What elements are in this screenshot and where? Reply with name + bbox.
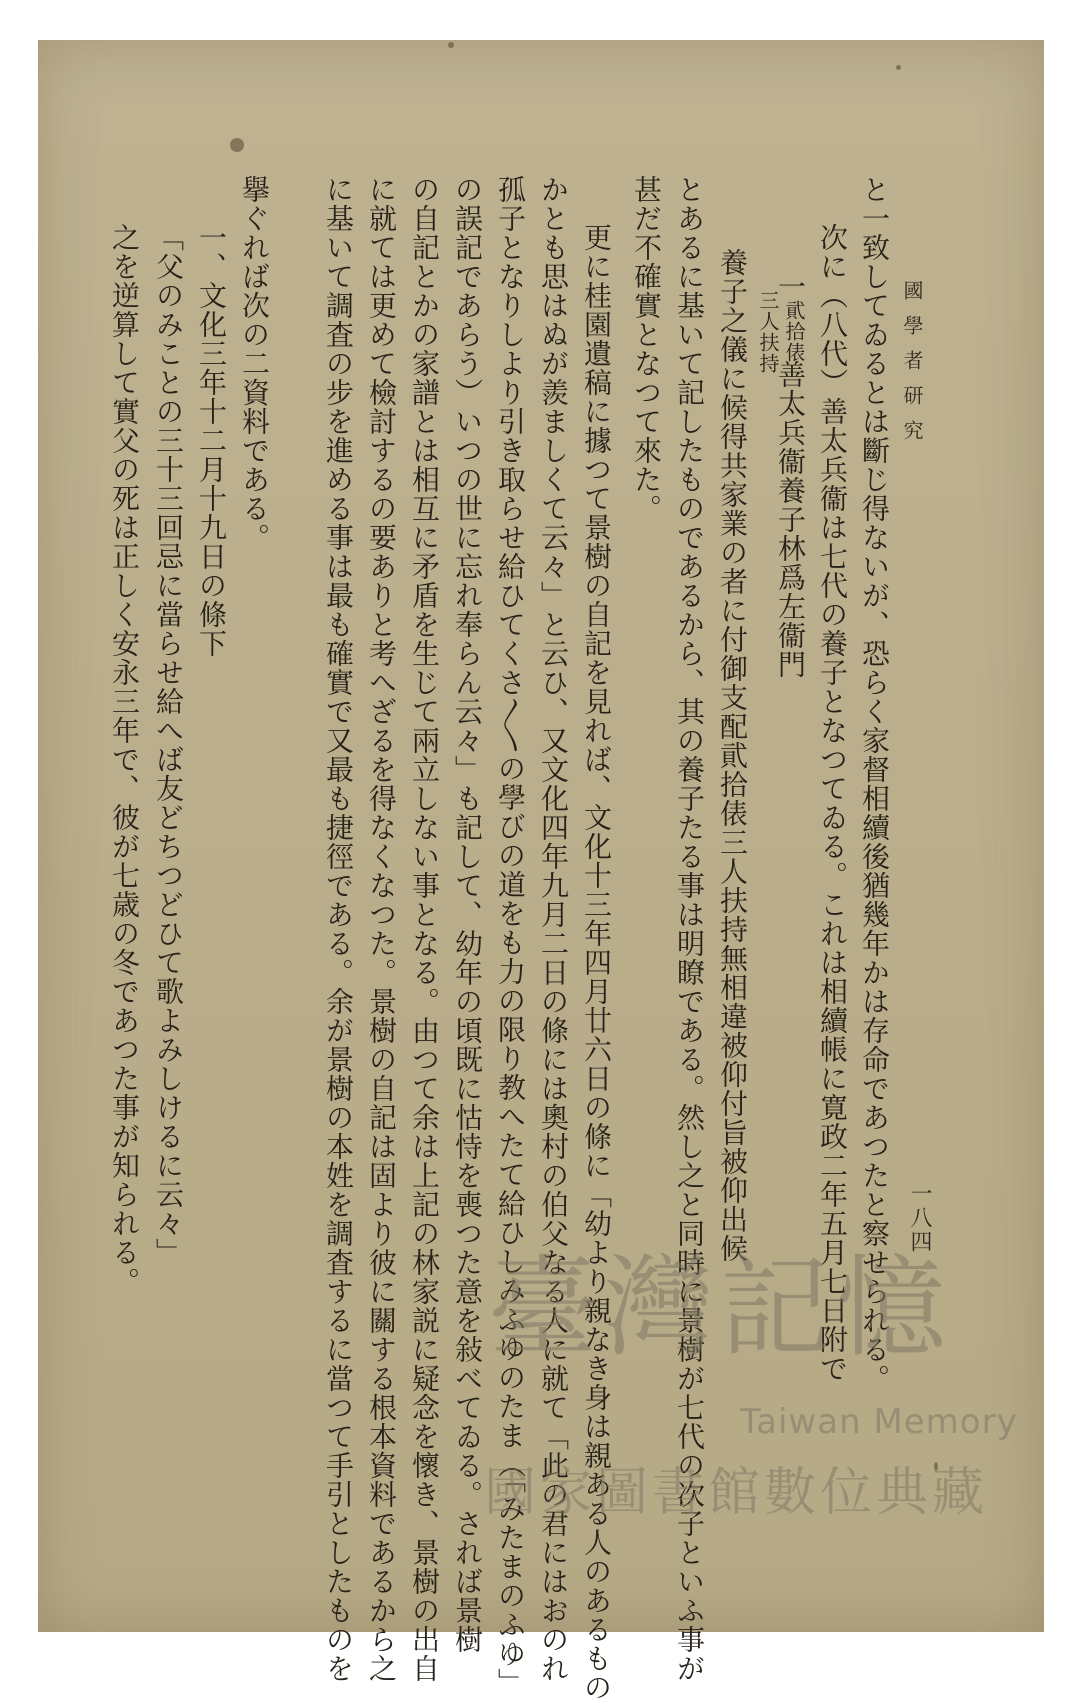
list-item-marker: 一	[774, 272, 807, 301]
text-column-8: かとも思はぬが羨ましくて云々」と云ひ、又文化四年九月二日の條には奧村の伯父なる人に就て「此の君にはおのれ	[537, 175, 570, 1683]
text-column-13: に基いて調査の步を進める事は最も確實で又最も捷徑である。余が景樹の本姓を調査するに當つて手引としたものを	[322, 175, 355, 1683]
text-column-2: 次に（八代）善太兵衞は七代の養子となつてゐる。これは相續帳に寛政二年五月七日附で	[816, 223, 849, 1383]
text-column-5: とあるに基いて記したものであるから、其の養子たる事は明瞭である。然し之と同時に景樹が七代の次子といふ事が	[673, 175, 706, 1683]
text-column-1: と一致してゐるとは斷じ得ないが、恐らく家督相續後猶幾年かは存命であつたと察せられる。	[858, 175, 891, 1393]
text-column-16: 「父のみことの三十三回忌に當らせ給へば友どちつどひて歌よみしけるに云々」	[152, 223, 185, 1267]
text-column-12: に就ては更めて檢討するの要ありと考へざるを得なくなつた。景樹の自記は固より彼に關する根本資料であるから之	[365, 175, 398, 1683]
text-column-7: 更に桂園遺稿に據つて景樹の自記を見れば、文化十三年四月廿六日の條に「幼より親なき身は親ある人のあるもの	[580, 223, 613, 1702]
text-column-9: 孤子となりしより引き取らせ給ひてくさ〳〵の學びの道をも力の限り教へたて給ひしみふゆのたま（「みたまのふゆ」	[494, 175, 527, 1697]
ink-stain	[896, 65, 901, 70]
text-column-3: 善太兵衞養子林爲左衞門	[774, 360, 807, 679]
text-column-6: 甚だ不確實となつて來た。	[630, 175, 663, 523]
page-number: 一八四	[907, 1182, 932, 1254]
ink-stain	[230, 138, 244, 152]
text-column-11: の自記とかの家譜とは相互に矛盾を生じて兩立しない事となる。由つて余は上記の林家説に疑念を懷き、景樹の出自	[408, 175, 441, 1683]
text-column-15: 一、文化三年十二月十九日の條下	[195, 223, 228, 658]
watermark-library: 國家圖書館數位典藏	[484, 1463, 989, 1523]
text-column-4: 養子之儀に候得共家業の者に付御支配貮拾俵三人扶持無相違被仰付旨被仰出候	[716, 248, 749, 1263]
text-column-17: 之を逆算して實父の死は正しく安永三年で、彼が七歳の冬であつた事が知られる。	[108, 223, 141, 1296]
ink-stain	[448, 42, 454, 48]
running-header: 國學者研究	[900, 280, 924, 455]
text-column-14: 擧ぐれば次の二資料である。	[238, 175, 271, 552]
text-column-10: の誤記であらう）いつの世に忘れ奉らん云々」も記して、幼年の頃既に怙恃を喪つた意を敍べてゐる。されば景樹	[451, 175, 484, 1654]
watermark-logo: 臺灣記憶	[488, 1244, 952, 1372]
amount-bottom-label: 三人扶持	[756, 290, 780, 374]
amount-top-label: 貮拾俵	[782, 300, 806, 363]
watermark-english: Taiwan Memory	[740, 1402, 1018, 1442]
